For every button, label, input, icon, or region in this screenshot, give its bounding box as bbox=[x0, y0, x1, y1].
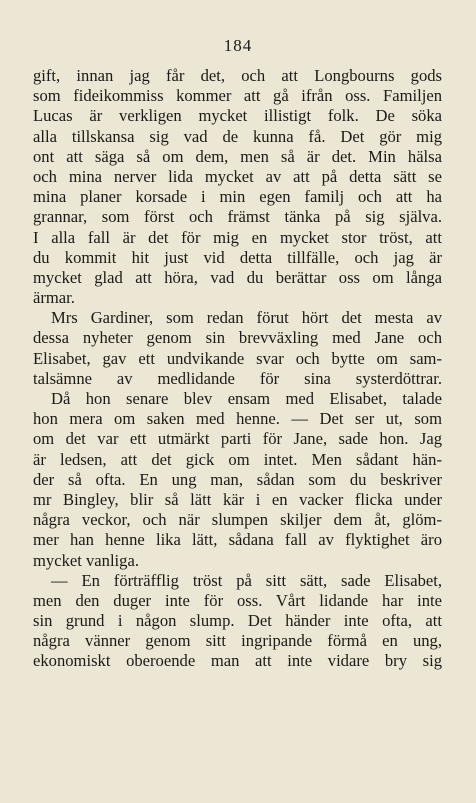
text-line: Lucas är verkligen mycket illistigt folk. De söka bbox=[33, 106, 442, 126]
text-line: är ledsen, att det gick om intet. Men sådant hän- bbox=[33, 449, 442, 469]
text-line: mycket vanliga. bbox=[33, 550, 139, 570]
text-line: några veckor, och när slumpen skiljer dem åt, glöm- bbox=[33, 510, 442, 530]
text-line: mer han henne lika lätt, sådana fall av flyktighet äro bbox=[33, 530, 442, 550]
text-line: ärmar. bbox=[33, 288, 75, 308]
text-line: men den duger inte för oss. Vårt lidande har inte bbox=[33, 590, 442, 610]
text-line: alla tillskansa sig vad de kunna få. Det gör mig bbox=[33, 126, 442, 146]
text-line: mr Bingley, blir så lätt kär i en vacker flicka under bbox=[33, 489, 442, 509]
text-line: ont att säga så om dem, men så är det. Min hälsa bbox=[33, 146, 442, 166]
text-line: mina planer korsade i min egen familj och att ha bbox=[33, 187, 442, 207]
text-line: talsämne av medlidande för sina systerdöttrar. bbox=[33, 368, 442, 388]
text-line: om det var ett utmärkt parti för Jane, sade hon. Jag bbox=[33, 429, 442, 449]
text-line: några vänner genom sitt ingripande förmå en ung, bbox=[33, 631, 442, 651]
text-line: och mina nerver lida mycket av att på detta sätt se bbox=[33, 166, 442, 186]
text-line: du kommit hit just vid detta tillfälle, och jag är bbox=[33, 247, 442, 267]
text-line: hon mera om saken med henne. — Det ser ut, som bbox=[33, 409, 442, 429]
text-line: som fideikommiss kommer att gå ifrån oss. Familjen bbox=[33, 86, 442, 106]
text-line: sin grund i någon slump. Det händer inte ofta, att bbox=[33, 611, 442, 631]
body-text bbox=[33, 66, 442, 672]
text-line: Mrs Gardiner, som redan förut hört det mesta av bbox=[51, 308, 442, 328]
text-line: gift, innan jag får det, och att Longbourns gods bbox=[33, 66, 442, 85]
text-line: — En förträfflig tröst på sitt sätt, sade Elisabet, bbox=[51, 570, 442, 590]
text-line: grannar, som först och främst tänka på sig själva. bbox=[33, 207, 442, 227]
text-line: I alla fall är det för mig en mycket stor tröst, att bbox=[33, 227, 442, 247]
text-line: mycket glad att höra, vad du berättar oss om långa bbox=[33, 267, 442, 287]
page-number: 184 bbox=[223, 36, 253, 55]
text-line: der så ofta. En ung man, sådan som du beskriver bbox=[33, 469, 442, 489]
text-line: Då hon senare blev ensam med Elisabet, talade bbox=[51, 389, 442, 408]
text-line: Elisabet, gav ett undvikande svar och bytte om sam- bbox=[33, 348, 442, 368]
text-line: ekonomiskt oberoende man att inte vidare bry sig bbox=[33, 651, 442, 671]
text-line: dessa nyheter genom sin brevväxling med Jane och bbox=[33, 328, 442, 348]
